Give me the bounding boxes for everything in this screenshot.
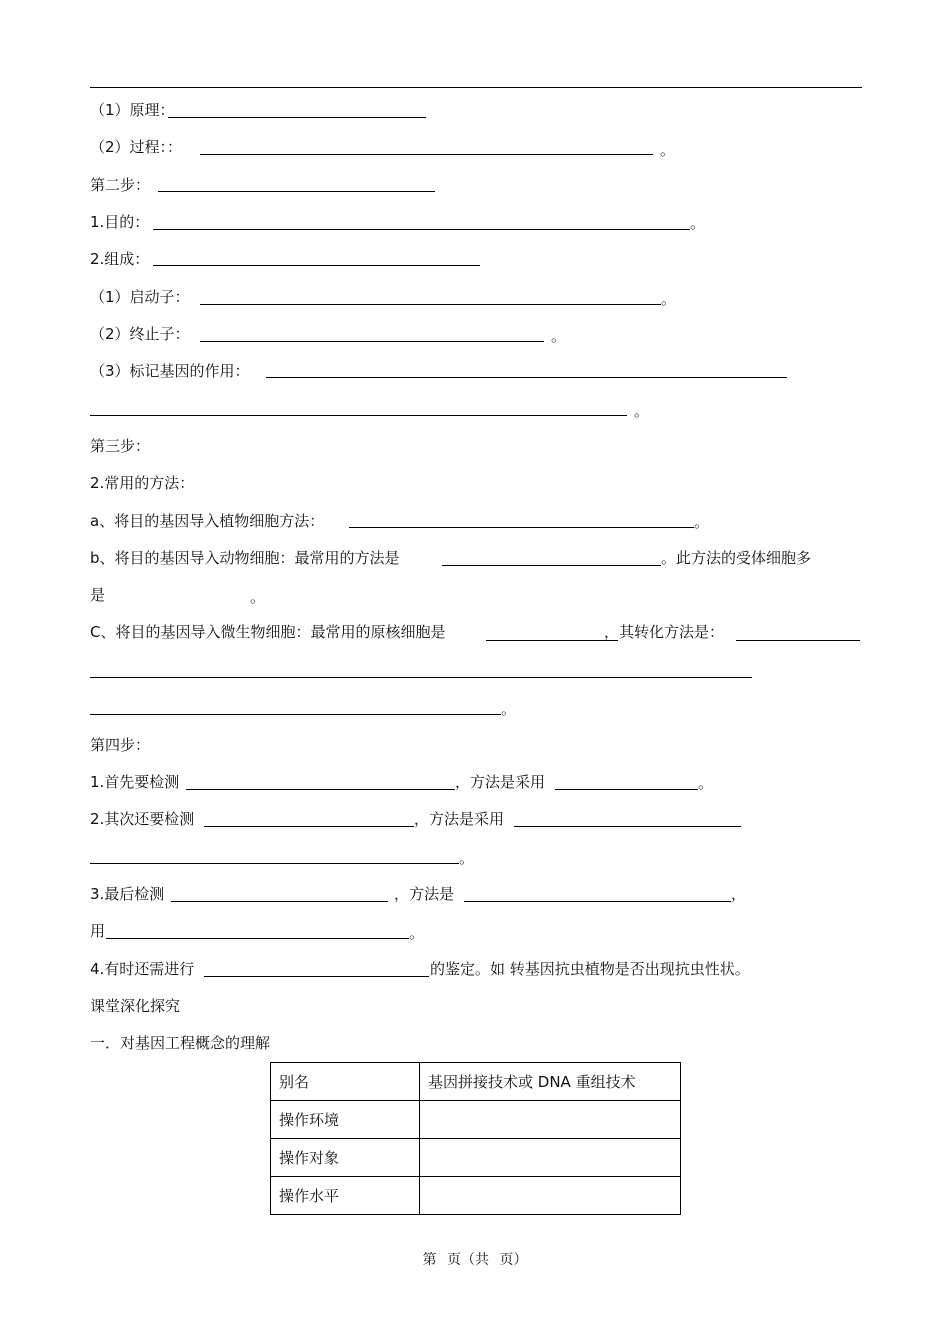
process-end: 。 [660,141,676,159]
table-cell-label: 操作环境 [271,1101,420,1139]
blank-detect-4[interactable] [204,976,429,977]
line-plant-cell: a、将目的基因导入植物细胞方法： [90,512,325,530]
detect-1-end: 。 [698,774,714,792]
blank-plant-cell[interactable] [349,527,694,528]
line-marker-gene: （3）标记基因的作用： [90,362,250,380]
line-detect-2: 2.其次还要检测 [90,810,195,828]
line-promoter: （1）启动子： [90,288,190,306]
blank-transform-method-2[interactable] [90,677,752,678]
table-cell-label: 操作水平 [271,1177,420,1215]
line-detect-4: 4.有时还需进行 [90,960,195,978]
blank-transform-method-1[interactable] [736,640,860,641]
subsection-heading: 一．对基因工程概念的理解 [90,1034,271,1052]
line-principle: （1）原理： [90,101,175,119]
line-process: （2）过程：： [90,138,183,156]
table-row [271,1101,681,1139]
detect-3-end: 。 [409,924,425,942]
detect-1-mid: ，方法是采用 [455,773,546,791]
animal-receptor-end: 。 [250,588,266,606]
detect-4-tail: 的鉴定。如 转基因抗虫植物是否出现抗虫性状。 [430,960,750,978]
blank-animal-method[interactable] [442,565,661,566]
table-row [271,1063,681,1101]
blank-promoter[interactable] [200,304,661,305]
step2-heading: 第二步： [90,176,151,194]
blank-principle[interactable] [168,117,426,118]
marker-gene-end: 。 [634,402,650,420]
header-rule [90,87,862,88]
blank-detect-2-target[interactable] [204,826,414,827]
blank-transform-method-3[interactable] [90,714,501,715]
blank-marker-gene-2[interactable] [90,415,627,416]
line-microbe-cell: C、将目的基因导入微生物细胞：最常用的原核细胞是 [90,623,446,641]
line-detect-3: 3.最后检测 [90,885,165,903]
step3-heading: 第三步： [90,437,151,455]
line-terminator: （2）终止子： [90,325,190,343]
microbe-end: 。 [501,700,517,718]
purpose-end: 。 [690,214,706,232]
blank-detect-1-target[interactable] [186,789,455,790]
blank-step2[interactable] [158,191,435,192]
detect-3-mid: ，方法是 [394,885,455,903]
line-animal-receptor: 是 [90,586,106,604]
page-footer: 第 页（共 页） [422,1252,528,1268]
detect-2-mid: ，方法是采用 [414,810,505,828]
promoter-end: 。 [661,290,677,308]
table-cell-value[interactable]: 基因拼接技术或 DNA 重组技术 [420,1063,681,1101]
line-composition: 2.组成： [90,250,150,268]
detect-3-comma: ， [731,885,747,903]
blank-prokaryote[interactable] [486,640,618,641]
table-cell-value[interactable] [420,1139,681,1177]
line-animal-cell: b、将目的基因导入动物细胞：最常用的方法是 [90,549,400,567]
section-heading: 课堂深化探究 [90,997,181,1015]
table-row [271,1177,681,1215]
blank-terminator[interactable] [200,341,544,342]
blank-marker-gene-1[interactable] [266,377,787,378]
microbe-mid: ，其转化方法是： [604,623,725,641]
table-cell-value[interactable] [420,1177,681,1215]
table-row [271,1139,681,1177]
blank-detect-3-use[interactable] [106,938,409,939]
blank-detect-2-method-1[interactable] [514,826,741,827]
line-detect-1: 1.首先要检测 [90,773,180,791]
line-detect-3-use: 用 [90,922,106,940]
blank-detect-2-method-2[interactable] [90,863,459,864]
blank-process[interactable] [200,154,653,155]
blank-detect-3-method[interactable] [464,901,731,902]
animal-cell-mid: 。此方法的受体细胞多 [661,549,812,567]
blank-purpose[interactable] [153,229,690,230]
plant-cell-end: 。 [694,513,710,531]
line-purpose: 1.目的： [90,213,150,231]
concept-table [270,1062,681,1215]
line-common-methods: 2.常用的方法： [90,474,195,492]
table-cell-label: 操作对象 [271,1139,420,1177]
blank-composition[interactable] [153,265,480,266]
table-cell-label: 别名 [271,1063,420,1101]
table-cell-value[interactable] [420,1101,681,1139]
terminator-end: 。 [551,327,567,345]
blank-detect-3-target[interactable] [171,901,388,902]
detect-2-end: 。 [459,849,475,867]
step4-heading: 第四步： [90,736,151,754]
blank-detect-1-method[interactable] [555,789,698,790]
